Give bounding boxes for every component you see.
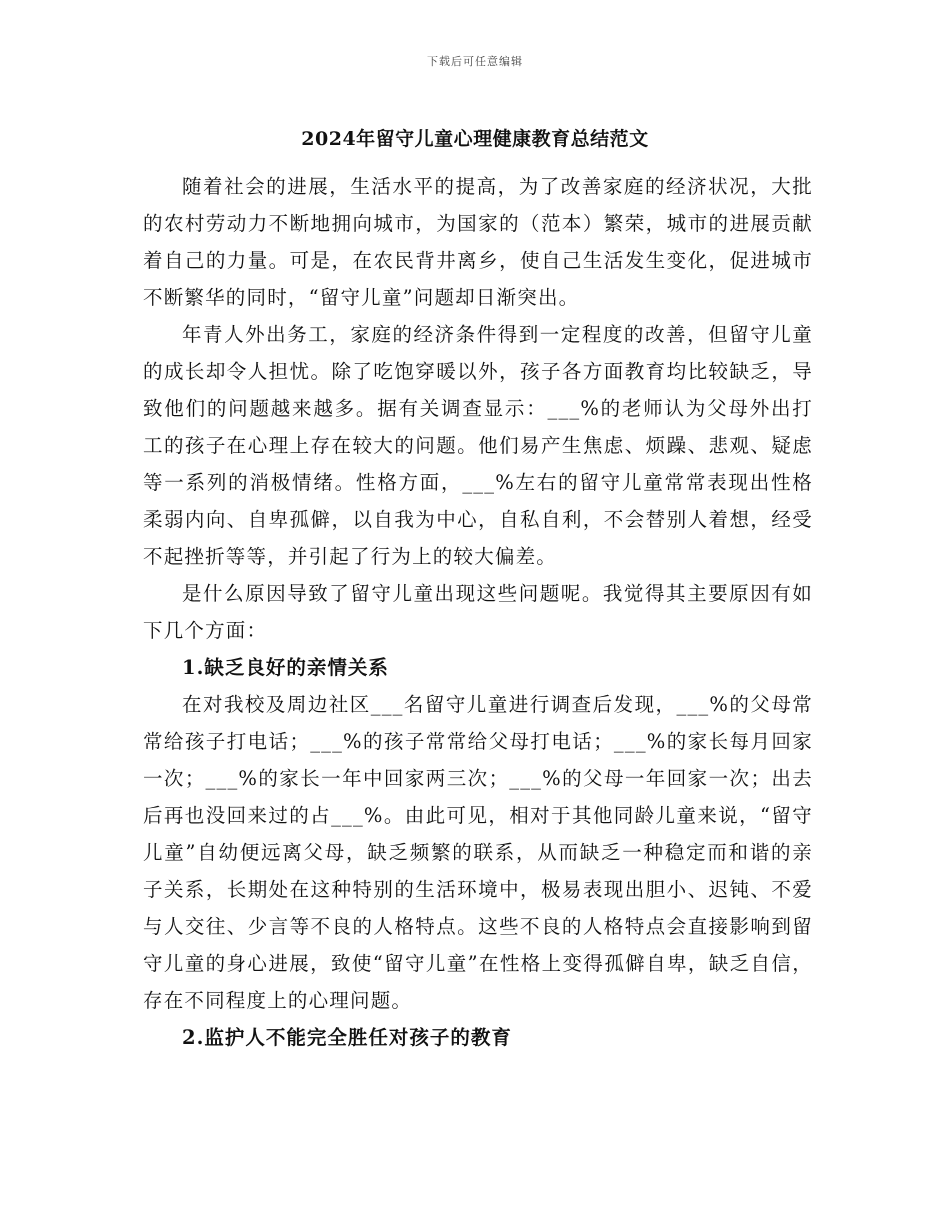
section-1-paragraph: 在对我校及周边社区___名留守儿童进行调查后发现，___%的父母常常给孩子打电话；___%的孩子常常给父母打电话；___%的家长每月回家一次；___%的家长一年中回家两三次；___%的父母一年回家一次；出去后再也没回来过的占___%。由此可见，相对于其他同龄儿童来说，“留守儿童”自幼便远离父母，缺乏频繁的联系，从而缺乏一种稳定而和谐的亲子关系，长期处在这种特别的生活环境中，极易表现出胆小、迟钝、不爱与人交往、少言等不良的人格特点。这些不良的人格特点会直接影响到留守儿童的身心进展，致使“留守儿童”在性格上变得孤僻自卑，缺乏自信，存在不同程度上的心理问题。 [143,693,813,1012]
intro-paragraph: 随着社会的进展，生活水平的提高，为了改善家庭的经济状况，大批的农村劳动力不断地拥向城市，为国家的（范本）繁荣，城市的进展贡献着自己的力量。可是，在农民背井离乡，使自己生活发生变化，促进城市不断繁华的同时，“留守儿童”问题却日渐突出。 [143,175,813,309]
document-body [143,168,813,1056]
page-header-note: 下载后可任意编辑 [427,55,523,68]
causes-paragraph: 是什么原因导致了留守儿童出现这些问题呢。我觉得其主要原因有如下几个方面： [143,582,813,642]
section-1-heading: 1.缺乏良好的亲情关系 [182,656,389,679]
section-2-heading: 2.监护人不能完全胜任对孩子的教育 [182,1026,512,1049]
survey-paragraph: 年青人外出务工，家庭的经济条件得到一定程度的改善，但留守儿童的成长却令人担忧。除了吃饱穿暖以外，孩子各方面教育均比较缺乏，导致他们的问题越来越多。据有关调查显示：___%的老师认为父母外出打工的孩子在心理上存在较大的问题。他们易产生焦虑、烦躁、悲观、疑虑等一系列的消极情绪。性格方面，___%左右的留守儿童常常表现出性格柔弱内向、自卑孤僻，以自我为中心，自私自利，不会替别人着想，经受不起挫折等等，并引起了行为上的较大偏差。 [143,323,813,568]
document-title: 2024年留守儿童心理健康教育总结范文 [301,128,649,150]
